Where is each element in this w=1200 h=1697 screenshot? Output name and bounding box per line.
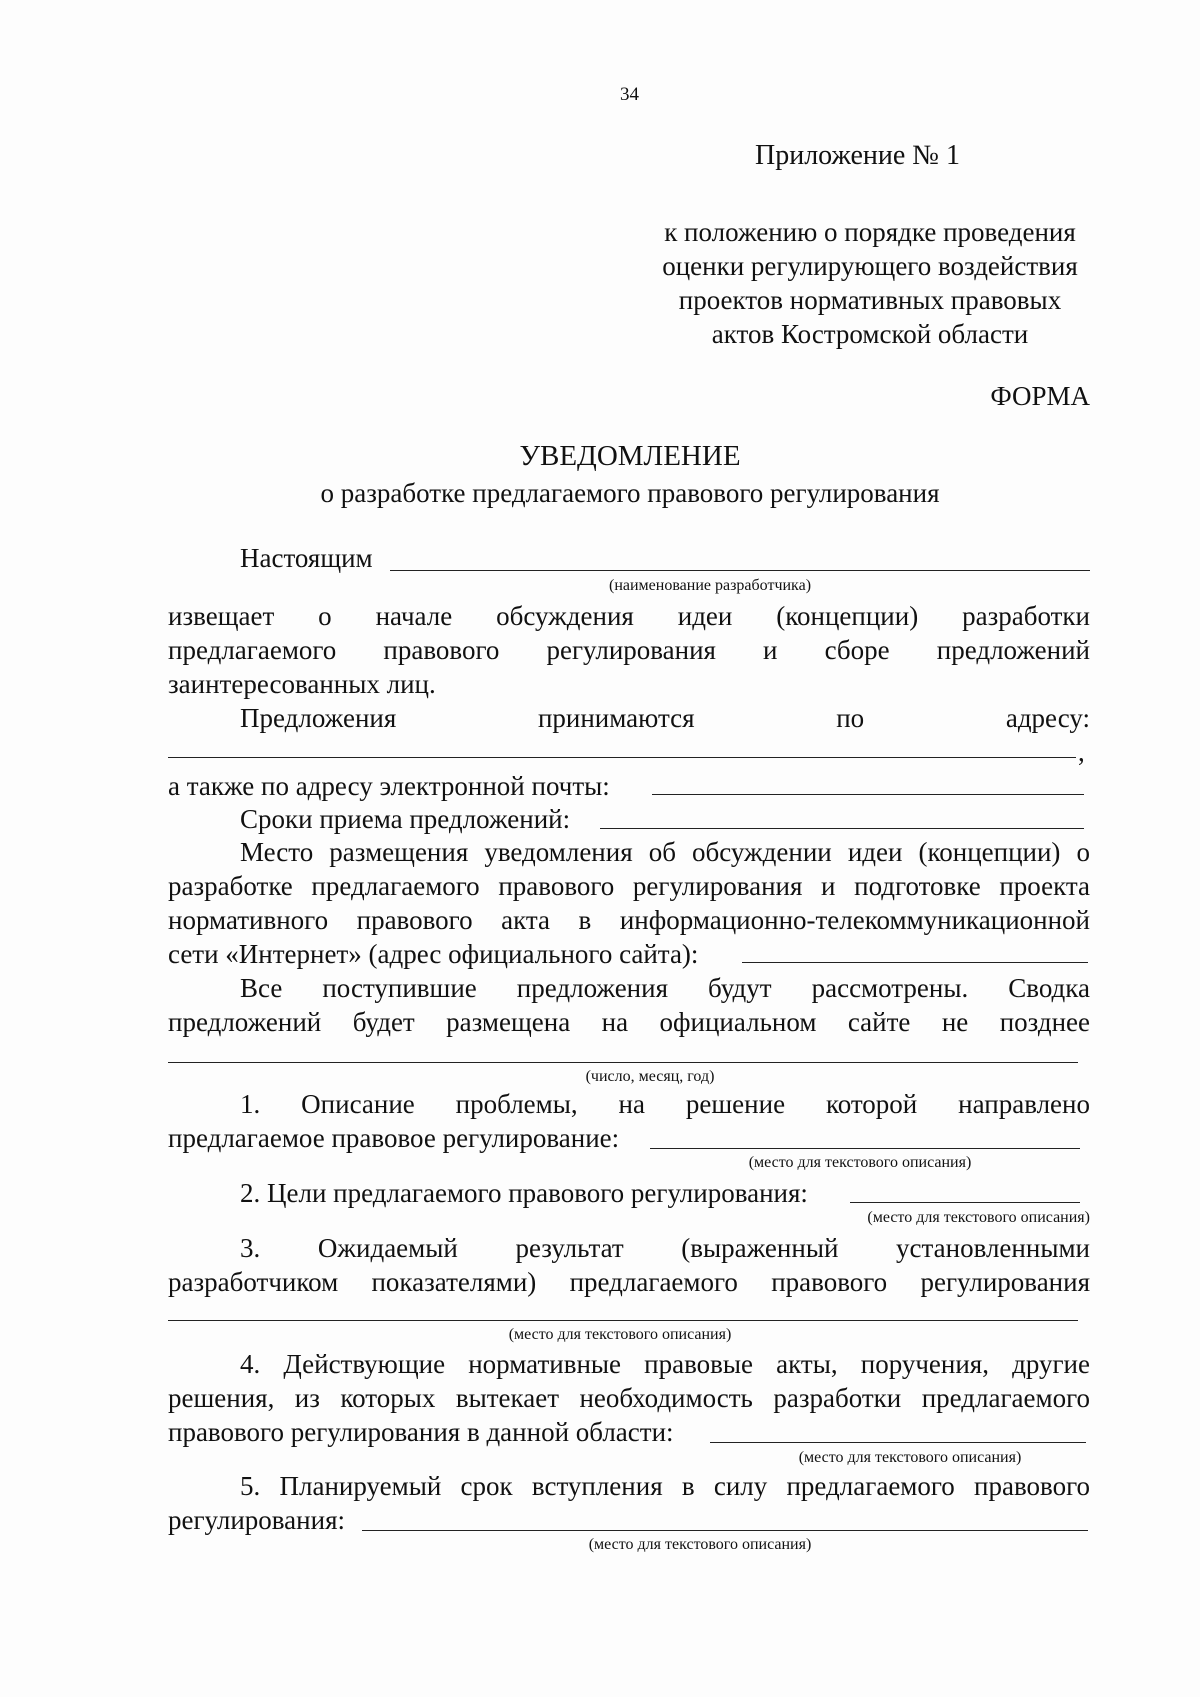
item-2-caption: (место для текстового описания)	[867, 1209, 1090, 1226]
placement-line: Место размещения уведомления об обсуждении идеи (концепции) о	[240, 837, 1090, 867]
item-5-caption: (место для текстового описания)	[588, 1536, 812, 1553]
appendix-sub-line: к положению о порядке проведения	[664, 217, 1076, 247]
item-4-line: решения, из которых вытекает необходимость разработки предлагаемого	[168, 1383, 1090, 1413]
item-1-blank-line	[650, 1148, 1080, 1149]
date-caption: (число, месяц, год)	[585, 1068, 715, 1085]
email-label: а также по адресу электронной почты:	[168, 771, 610, 801]
item-3-line: 3. Ожидаемый результат (выраженный установленными	[240, 1233, 1090, 1263]
appendix-title: Приложение № 1	[755, 140, 960, 171]
notify-line: предлагаемого правового регулирования и сборе предложений	[168, 635, 1090, 665]
placement-line: нормативного правового акта в информационно-телекоммуникационной	[168, 905, 1090, 935]
item-1-line: предлагаемое правовое регулирование:	[168, 1123, 620, 1153]
item-2-line: 2. Цели предлагаемого правового регулирования:	[240, 1178, 808, 1208]
item-2-blank-line	[850, 1202, 1080, 1203]
item-1-caption: (место для текстового описания)	[748, 1154, 972, 1171]
page-number: 34	[620, 84, 639, 105]
intro-word: Настоящим	[240, 543, 373, 573]
item-3-blank-line	[168, 1320, 1078, 1321]
item-5-line: 5. Планируемый срок вступления в силу предлагаемого правового	[240, 1471, 1090, 1501]
item-4-caption: (место для текстового описания)	[798, 1449, 1022, 1466]
placement-line: разработке предлагаемого правового регулирования и подготовке проекта	[168, 871, 1090, 901]
item-1-line: 1. Описание проблемы, на решение которой направлено	[240, 1089, 1090, 1119]
developer-caption: (наименование разработчика)	[608, 577, 812, 594]
item-4-blank-line	[710, 1442, 1086, 1443]
address-blank-line	[168, 757, 1076, 758]
appendix-sub-line: актов Костромской области	[711, 319, 1029, 349]
item-3-line: разработчиком показателями) предлагаемого правового регулирования	[168, 1267, 1090, 1297]
address-comma: ,	[1078, 737, 1085, 767]
developer-blank-line	[390, 570, 1090, 571]
notify-line: извещает о начале обсуждения идеи (концепции) разработки	[168, 601, 1090, 631]
document-title: УВЕДОМЛЕНИЕ	[519, 440, 741, 472]
appendix-sub-line: оценки регулирующего воздействия	[662, 251, 1078, 281]
date-blank-line	[168, 1062, 1078, 1063]
site-blank-line	[742, 962, 1088, 963]
item-4-line: правового регулирования в данной области:	[168, 1417, 674, 1447]
item-5-line: регулирования:	[168, 1505, 345, 1535]
summary-line: предложений будет размещена на официальном сайте не позднее	[168, 1007, 1090, 1037]
placement-line: сети «Интернет» (адрес официального сайта):	[168, 939, 699, 969]
appendix-sub-line: проектов нормативных правовых	[678, 285, 1062, 315]
notify-line: заинтересованных лиц.	[168, 669, 436, 699]
email-blank-line	[652, 794, 1084, 795]
deadline-blank-line	[600, 828, 1084, 829]
deadline-label: Сроки приема предложений:	[240, 804, 571, 834]
form-label: ФОРМА	[990, 381, 1090, 411]
summary-line: Все поступившие предложения будут рассмотрены. Сводка	[240, 973, 1090, 1003]
proposals-line: Предложения принимаются по адресу:	[240, 703, 1090, 733]
item-4-line: 4. Действующие нормативные правовые акты, поручения, другие	[240, 1349, 1090, 1379]
item-5-blank-line	[362, 1530, 1088, 1531]
item-3-caption: (место для текстового описания)	[508, 1326, 732, 1343]
document-subtitle: о разработке предлагаемого правового регулирования	[320, 478, 940, 508]
